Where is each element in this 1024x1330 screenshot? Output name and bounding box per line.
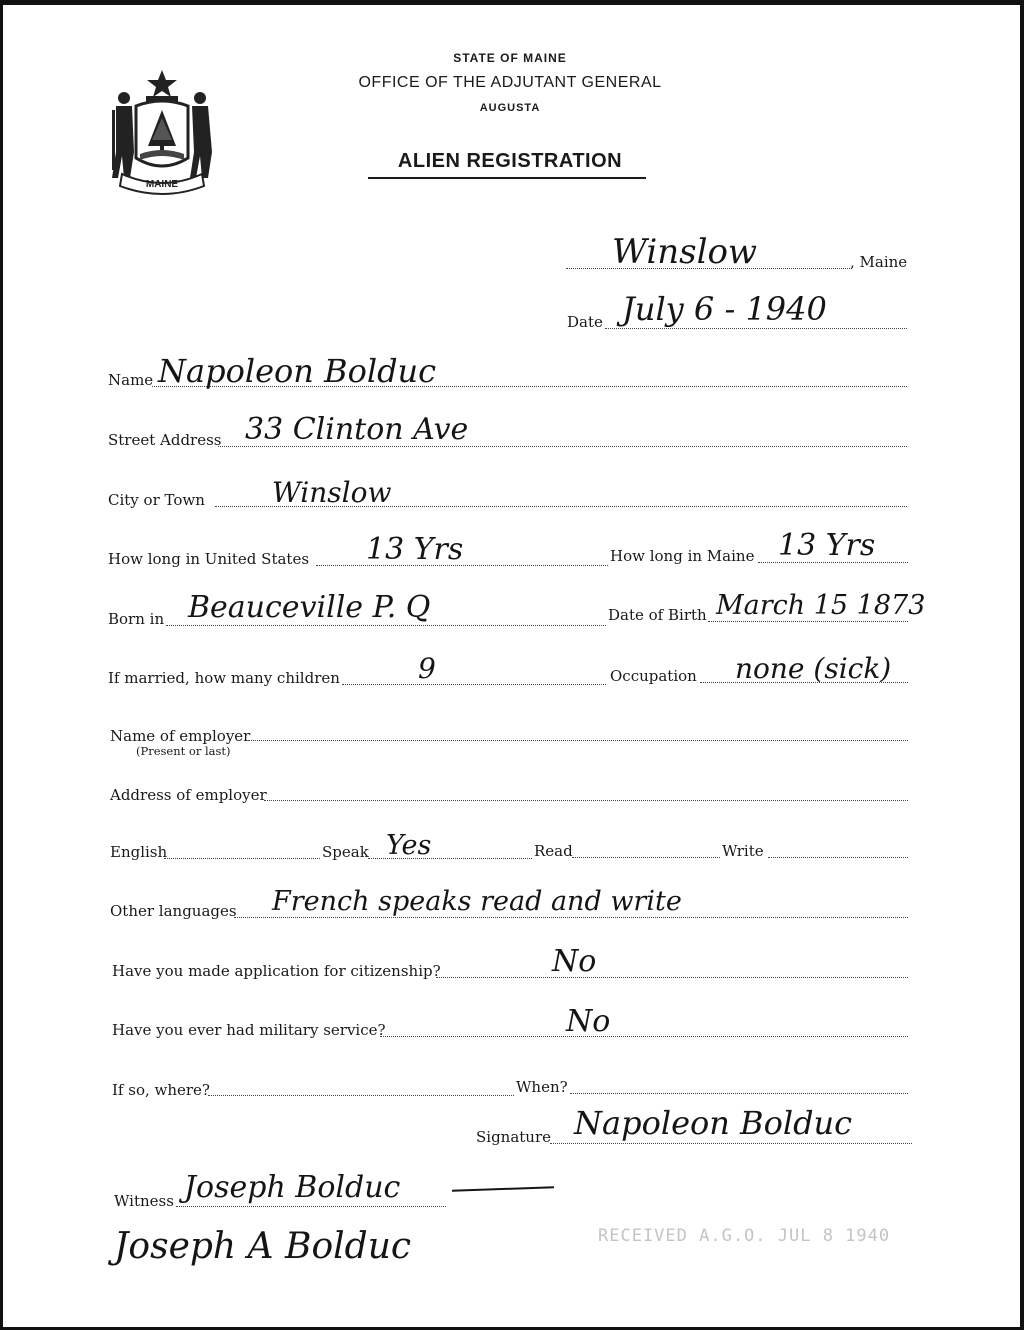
date-entry: July 6 - 1940	[622, 290, 827, 328]
witness-line	[176, 1206, 446, 1207]
witness-flourish	[452, 1186, 554, 1192]
date-of-birth-line	[708, 621, 908, 622]
witness-signature: Joseph Bolduc	[184, 1170, 401, 1205]
maine-state-seal	[108, 66, 216, 196]
scan-border-right	[1020, 0, 1024, 1330]
military-service-line	[380, 1036, 908, 1037]
city-label: City or Town	[108, 491, 205, 509]
additional-signature: Joseph A Bolduc	[114, 1226, 412, 1267]
speak-entry: Yes	[386, 830, 432, 861]
employer-address-line	[264, 800, 908, 801]
applicant-signature: Napoleon Bolduc	[574, 1104, 853, 1142]
employer-name-line	[248, 740, 908, 741]
children-entry: 9	[418, 652, 436, 685]
occupation-entry: none (sick)	[735, 652, 892, 685]
employer-name-sublabel: (Present or last)	[136, 744, 231, 758]
name-entry: Napoleon Bolduc	[158, 352, 437, 390]
scan-border-left	[0, 0, 3, 1330]
children-line	[342, 684, 606, 685]
received-stamp: RECEIVED A.G.O. JUL 8 1940	[598, 1226, 891, 1246]
title-underline	[368, 177, 646, 179]
street-address-label: Street Address	[108, 431, 222, 449]
citizenship-line	[436, 977, 908, 978]
born-in-entry: Beauceville P. Q	[188, 590, 431, 625]
citizenship-label: Have you made application for citizenship?	[112, 962, 441, 980]
military-service-entry: No	[566, 1004, 611, 1039]
seal-banner-text: MAINE	[145, 179, 179, 190]
header-office: OFFICE OF THE ADJUTANT GENERAL	[358, 74, 662, 91]
other-languages-label: Other languages	[110, 902, 237, 920]
how-long-us-entry: 13 Yrs	[366, 532, 464, 567]
employer-name-label: Name of employer	[110, 727, 251, 745]
write-line	[768, 857, 908, 858]
place-suffix-label: , Maine	[850, 253, 908, 271]
header-city: AUGUSTA	[479, 102, 541, 114]
read-line	[572, 857, 720, 858]
children-label: If married, how many children	[108, 669, 340, 687]
scan-border-top	[0, 0, 1024, 5]
date-label: Date	[567, 313, 603, 331]
form-title: ALIEN REGISTRATION	[397, 150, 623, 172]
read-label: Read	[534, 842, 573, 860]
header-state: STATE OF MAINE	[453, 51, 567, 65]
born-in-label: Born in	[108, 610, 165, 628]
how-long-maine-entry: 13 Yrs	[778, 528, 876, 563]
other-languages-entry: French speaks read and write	[272, 886, 682, 917]
witness-label: Witness	[114, 1192, 174, 1210]
occupation-label: Occupation	[610, 667, 697, 685]
signature-line	[550, 1143, 912, 1144]
english-line	[164, 858, 320, 859]
name-label: Name	[108, 371, 154, 389]
english-label: English	[110, 843, 168, 861]
signature-label: Signature	[476, 1128, 552, 1146]
write-label: Write	[722, 842, 764, 860]
when-line	[570, 1093, 908, 1094]
when-label: When?	[516, 1078, 568, 1096]
other-languages-line	[234, 917, 908, 918]
date-of-birth-label: Date of Birth	[608, 606, 707, 624]
where-label: If so, where?	[112, 1081, 210, 1099]
date-of-birth-entry: March 15 1873	[716, 590, 926, 621]
date-line	[605, 328, 907, 329]
city-entry: Winslow	[272, 476, 392, 509]
street-address-entry: 33 Clinton Ave	[245, 412, 469, 447]
born-in-line	[166, 625, 606, 626]
place-entry: Winslow	[612, 232, 758, 272]
military-service-label: Have you ever had military service?	[112, 1021, 386, 1039]
citizenship-entry: No	[552, 944, 597, 979]
how-long-us-label: How long in United States	[108, 550, 310, 568]
speak-label: Speak	[322, 843, 369, 861]
where-line	[208, 1095, 514, 1096]
employer-address-label: Address of employer	[110, 786, 267, 804]
how-long-maine-label: How long in Maine	[610, 547, 755, 565]
